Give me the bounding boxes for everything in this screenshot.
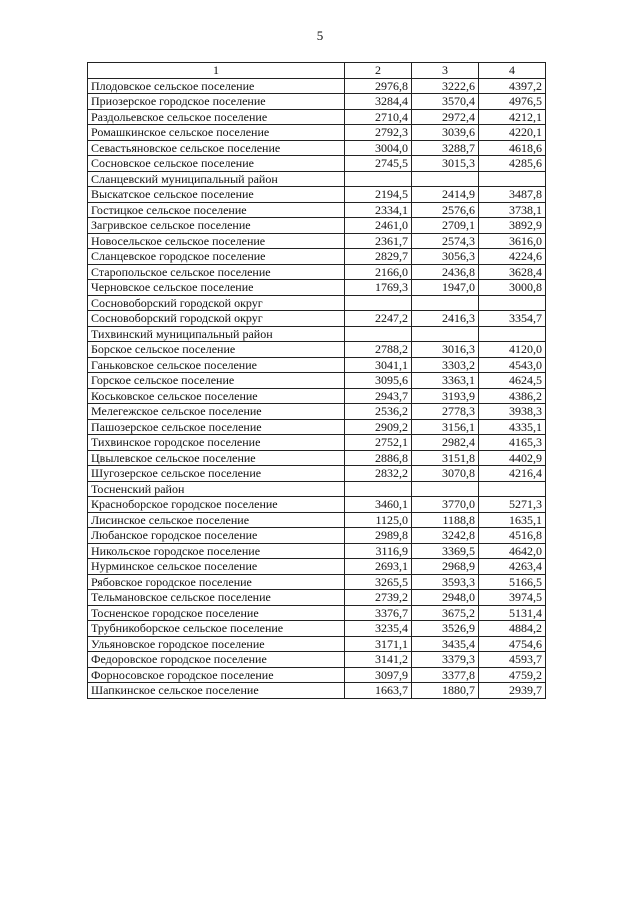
cell-name: Севастьяновское сельское поселение <box>88 140 345 156</box>
cell-name: Любанское городское поселение <box>88 528 345 544</box>
cell-name: Трубникоборское сельское поселение <box>88 621 345 637</box>
cell-col4: 3487,8 <box>479 187 546 203</box>
table-section-row <box>88 295 546 311</box>
cell-name: Тихвинское городское поселение <box>88 435 345 451</box>
cell-name: Коськовское сельское поселение <box>88 388 345 404</box>
table-row <box>88 590 546 606</box>
table-row <box>88 543 546 559</box>
cell-col3: 2968,9 <box>412 559 479 575</box>
cell-col3: 3039,6 <box>412 125 479 141</box>
cell-col4: 4285,6 <box>479 156 546 172</box>
cell-col2: 2792,3 <box>345 125 412 141</box>
cell-col4: 3974,5 <box>479 590 546 606</box>
cell-col3 <box>412 481 479 497</box>
cell-col3: 3303,2 <box>412 357 479 373</box>
cell-col3: 3369,5 <box>412 543 479 559</box>
cell-name: Приозерское городское поселение <box>88 94 345 110</box>
cell-col4: 5166,5 <box>479 574 546 590</box>
cell-col4: 3628,4 <box>479 264 546 280</box>
cell-col3: 3377,8 <box>412 667 479 683</box>
cell-name: Шапкинское сельское поселение <box>88 683 345 699</box>
cell-col4 <box>479 481 546 497</box>
cell-col2: 2194,5 <box>345 187 412 203</box>
cell-col4: 3892,9 <box>479 218 546 234</box>
cell-col2: 2247,2 <box>345 311 412 327</box>
cell-col3: 2972,4 <box>412 109 479 125</box>
cell-name: Плодовское сельское поселение <box>88 78 345 94</box>
cell-col2: 2832,2 <box>345 466 412 482</box>
cell-col4: 1635,1 <box>479 512 546 528</box>
cell-name: Красноборское городское поселение <box>88 497 345 513</box>
cell-col2: 2693,1 <box>345 559 412 575</box>
cell-name: Шугозерское сельское поселение <box>88 466 345 482</box>
cell-col2: 2943,7 <box>345 388 412 404</box>
table-row <box>88 187 546 203</box>
cell-col2: 2886,8 <box>345 450 412 466</box>
cell-col2: 2788,2 <box>345 342 412 358</box>
cell-name: Черновское сельское поселение <box>88 280 345 296</box>
table-row <box>88 404 546 420</box>
table-row <box>88 636 546 652</box>
cell-col3 <box>412 326 479 342</box>
cell-name: Ганьковское сельское поселение <box>88 357 345 373</box>
cell-col3: 3242,8 <box>412 528 479 544</box>
cell-col4 <box>479 295 546 311</box>
cell-col2: 2536,2 <box>345 404 412 420</box>
table-row <box>88 233 546 249</box>
cell-name: Тельмановское сельское поселение <box>88 590 345 606</box>
cell-col2: 2739,2 <box>345 590 412 606</box>
cell-name: Мелегежское сельское поселение <box>88 404 345 420</box>
cell-col4: 4212,1 <box>479 109 546 125</box>
cell-col4: 4516,8 <box>479 528 546 544</box>
header-cell-3: 3 <box>412 63 479 79</box>
table-row <box>88 357 546 373</box>
cell-col3: 3435,4 <box>412 636 479 652</box>
cell-name: Сосновское сельское поселение <box>88 156 345 172</box>
cell-col2: 2334,1 <box>345 202 412 218</box>
cell-col4: 4402,9 <box>479 450 546 466</box>
table-row <box>88 249 546 265</box>
table-row <box>88 435 546 451</box>
cell-col2 <box>345 295 412 311</box>
table-section-row <box>88 171 546 187</box>
table-row <box>88 497 546 513</box>
cell-name: Форносовское городское поселение <box>88 667 345 683</box>
cell-col2: 2989,8 <box>345 528 412 544</box>
table-row <box>88 605 546 621</box>
table-row <box>88 419 546 435</box>
cell-col2: 3141,2 <box>345 652 412 668</box>
cell-col4: 5271,3 <box>479 497 546 513</box>
cell-col3: 2436,8 <box>412 264 479 280</box>
cell-name: Сланцевское городское поселение <box>88 249 345 265</box>
page-number: 5 <box>316 28 324 43</box>
table-row <box>88 683 546 699</box>
cell-col3: 3070,8 <box>412 466 479 482</box>
table-row <box>88 140 546 156</box>
cell-col4: 4884,2 <box>479 621 546 637</box>
table-row <box>88 311 546 327</box>
table-row <box>88 466 546 482</box>
cell-col4: 4397,2 <box>479 78 546 94</box>
cell-name: Выскатское сельское поселение <box>88 187 345 203</box>
cell-name: Тихвинский муниципальный район <box>88 326 345 342</box>
cell-col2: 3097,9 <box>345 667 412 683</box>
table-row <box>88 621 546 637</box>
cell-col2: 2710,4 <box>345 109 412 125</box>
cell-col4: 4386,2 <box>479 388 546 404</box>
cell-col3: 2709,1 <box>412 218 479 234</box>
cell-col2: 3265,5 <box>345 574 412 590</box>
table-row <box>88 218 546 234</box>
table-row <box>88 94 546 110</box>
cell-col4: 3354,7 <box>479 311 546 327</box>
cell-col2: 2976,8 <box>345 78 412 94</box>
cell-name: Рябовское городское поселение <box>88 574 345 590</box>
cell-col2: 2909,2 <box>345 419 412 435</box>
cell-col2: 3376,7 <box>345 605 412 621</box>
table-row <box>88 78 546 94</box>
cell-col3: 3570,4 <box>412 94 479 110</box>
cell-col2: 1769,3 <box>345 280 412 296</box>
cell-col4: 3000,8 <box>479 280 546 296</box>
cell-col3: 3593,3 <box>412 574 479 590</box>
cell-col3: 2576,6 <box>412 202 479 218</box>
cell-col2 <box>345 481 412 497</box>
cell-col4 <box>479 171 546 187</box>
cell-col4 <box>479 326 546 342</box>
cell-col2: 3116,9 <box>345 543 412 559</box>
table-row <box>88 667 546 683</box>
cell-name: Лисинское сельское поселение <box>88 512 345 528</box>
cell-col3: 3770,0 <box>412 497 479 513</box>
cell-col4: 4216,4 <box>479 466 546 482</box>
cell-name: Сланцевский муниципальный район <box>88 171 345 187</box>
cell-col3: 2982,4 <box>412 435 479 451</box>
table-row <box>88 528 546 544</box>
cell-col3 <box>412 171 479 187</box>
header-cell-2: 2 <box>345 63 412 79</box>
cell-name: Загривское сельское поселение <box>88 218 345 234</box>
table-row <box>88 202 546 218</box>
cell-col4: 3616,0 <box>479 233 546 249</box>
cell-col4: 4224,6 <box>479 249 546 265</box>
cell-name: Гостицкое сельское поселение <box>88 202 345 218</box>
cell-name: Федоровское городское поселение <box>88 652 345 668</box>
cell-col4: 4263,4 <box>479 559 546 575</box>
table-row <box>88 450 546 466</box>
cell-col4: 2939,7 <box>479 683 546 699</box>
cell-col3: 2778,3 <box>412 404 479 420</box>
table-header-row <box>88 63 546 79</box>
cell-col3 <box>412 295 479 311</box>
cell-name: Борское сельское поселение <box>88 342 345 358</box>
cell-col2: 3095,6 <box>345 373 412 389</box>
cell-col4: 4220,1 <box>479 125 546 141</box>
table-row <box>88 373 546 389</box>
cell-col4: 3938,3 <box>479 404 546 420</box>
cell-col3: 3363,1 <box>412 373 479 389</box>
cell-col4: 4543,0 <box>479 357 546 373</box>
cell-col3: 2948,0 <box>412 590 479 606</box>
cell-name: Пашозерское сельское поселение <box>88 419 345 435</box>
cell-name: Горское сельское поселение <box>88 373 345 389</box>
table-row <box>88 512 546 528</box>
cell-col2: 2461,0 <box>345 218 412 234</box>
cell-col2: 3284,4 <box>345 94 412 110</box>
table-row <box>88 652 546 668</box>
cell-col2: 3004,0 <box>345 140 412 156</box>
table-row <box>88 125 546 141</box>
cell-name: Ромашкинское сельское поселение <box>88 125 345 141</box>
cell-col3: 3193,9 <box>412 388 479 404</box>
cell-col2: 1125,0 <box>345 512 412 528</box>
cell-col3: 1947,0 <box>412 280 479 296</box>
cell-col3: 1188,8 <box>412 512 479 528</box>
cell-col3: 3156,1 <box>412 419 479 435</box>
cell-name: Раздольевское сельское поселение <box>88 109 345 125</box>
cell-col2: 2752,1 <box>345 435 412 451</box>
header-cell-4: 4 <box>479 63 546 79</box>
cell-col3: 1880,7 <box>412 683 479 699</box>
cell-col3: 3379,3 <box>412 652 479 668</box>
cell-col3: 3056,3 <box>412 249 479 265</box>
cell-col3: 3675,2 <box>412 605 479 621</box>
cell-col4: 4754,6 <box>479 636 546 652</box>
cell-name: Сосновоборский городской округ <box>88 295 345 311</box>
cell-col3: 3015,3 <box>412 156 479 172</box>
cell-name: Тосненское городское поселение <box>88 605 345 621</box>
cell-col4: 4976,5 <box>479 94 546 110</box>
cell-col2: 2745,5 <box>345 156 412 172</box>
cell-name: Ульяновское городское поселение <box>88 636 345 652</box>
cell-col2: 3171,1 <box>345 636 412 652</box>
cell-col3: 3222,6 <box>412 78 479 94</box>
cell-name: Никольское городское поселение <box>88 543 345 559</box>
cell-name: Сосновоборский городской округ <box>88 311 345 327</box>
cell-col3: 3151,8 <box>412 450 479 466</box>
cell-col4: 4120,0 <box>479 342 546 358</box>
cell-col2: 3041,1 <box>345 357 412 373</box>
cell-name: Цвылевское сельское поселение <box>88 450 345 466</box>
cell-col3: 3016,3 <box>412 342 479 358</box>
table-row <box>88 559 546 575</box>
cell-col3: 2416,3 <box>412 311 479 327</box>
table-row <box>88 109 546 125</box>
table-row <box>88 156 546 172</box>
table-row <box>88 280 546 296</box>
cell-name: Тосненский район <box>88 481 345 497</box>
cell-col2: 3460,1 <box>345 497 412 513</box>
cell-col2: 1663,7 <box>345 683 412 699</box>
cell-col4: 3738,1 <box>479 202 546 218</box>
table-body <box>88 63 546 699</box>
cell-col4: 5131,4 <box>479 605 546 621</box>
table-row <box>88 342 546 358</box>
cell-name: Нурминское сельское поселение <box>88 559 345 575</box>
cell-col3: 3288,7 <box>412 140 479 156</box>
cell-col4: 4593,7 <box>479 652 546 668</box>
cell-col4: 4759,2 <box>479 667 546 683</box>
cell-col3: 2414,9 <box>412 187 479 203</box>
cell-col4: 4642,0 <box>479 543 546 559</box>
cell-name: Новосельское сельское поселение <box>88 233 345 249</box>
cell-col4: 4618,6 <box>479 140 546 156</box>
cell-col2: 2166,0 <box>345 264 412 280</box>
table-row <box>88 264 546 280</box>
cell-col2: 2829,7 <box>345 249 412 265</box>
cell-col2 <box>345 326 412 342</box>
header-cell-1: 1 <box>88 63 345 79</box>
cell-col4: 4624,5 <box>479 373 546 389</box>
table-section-row <box>88 481 546 497</box>
cell-col2 <box>345 171 412 187</box>
data-table <box>87 62 546 699</box>
cell-name: Старопольское сельское поселение <box>88 264 345 280</box>
table-row <box>88 574 546 590</box>
cell-col2: 3235,4 <box>345 621 412 637</box>
cell-col2: 2361,7 <box>345 233 412 249</box>
cell-col4: 4165,3 <box>479 435 546 451</box>
table-row <box>88 388 546 404</box>
cell-col4: 4335,1 <box>479 419 546 435</box>
table-section-row <box>88 326 546 342</box>
cell-col3: 2574,3 <box>412 233 479 249</box>
cell-col3: 3526,9 <box>412 621 479 637</box>
